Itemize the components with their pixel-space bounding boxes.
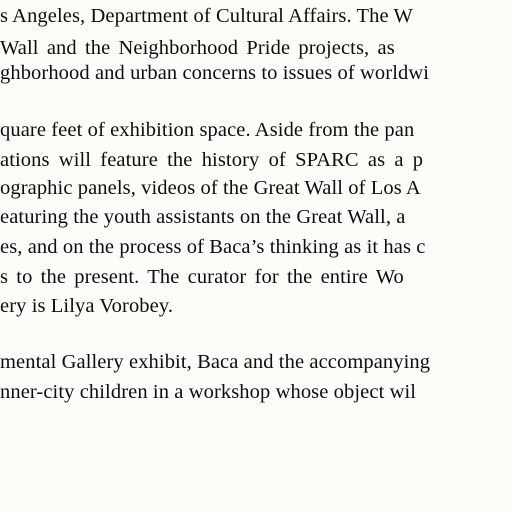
text-line: s to the present. The curator for the entire Wo bbox=[0, 266, 404, 288]
text-line: ations will feature the history of SPARC as a p bbox=[0, 149, 424, 171]
text-line: quare feet of exhibition space. Aside from the pan bbox=[0, 119, 415, 141]
text-line: eaturing the youth assistants on the Great Wall, a bbox=[0, 206, 406, 228]
text-line: ghborhood and urban concerns to issues of worldwi bbox=[0, 62, 430, 84]
text-line: s Angeles, Department of Cultural Affairs. The W bbox=[0, 5, 414, 27]
text-line: Wall and the Neighborhood Pride projects, as bbox=[0, 37, 395, 59]
text-line: nner-city children in a workshop whose object wil bbox=[0, 381, 417, 403]
text-line: ery is Lilya Vorobey. bbox=[0, 295, 174, 317]
text-line: es, and on the process of Baca’s thinking as it has c bbox=[0, 236, 426, 258]
text-line: ographic panels, videos of the Great Wall of Los A bbox=[0, 177, 421, 199]
text-line: mental Gallery exhibit, Baca and the accompanying bbox=[0, 351, 431, 373]
